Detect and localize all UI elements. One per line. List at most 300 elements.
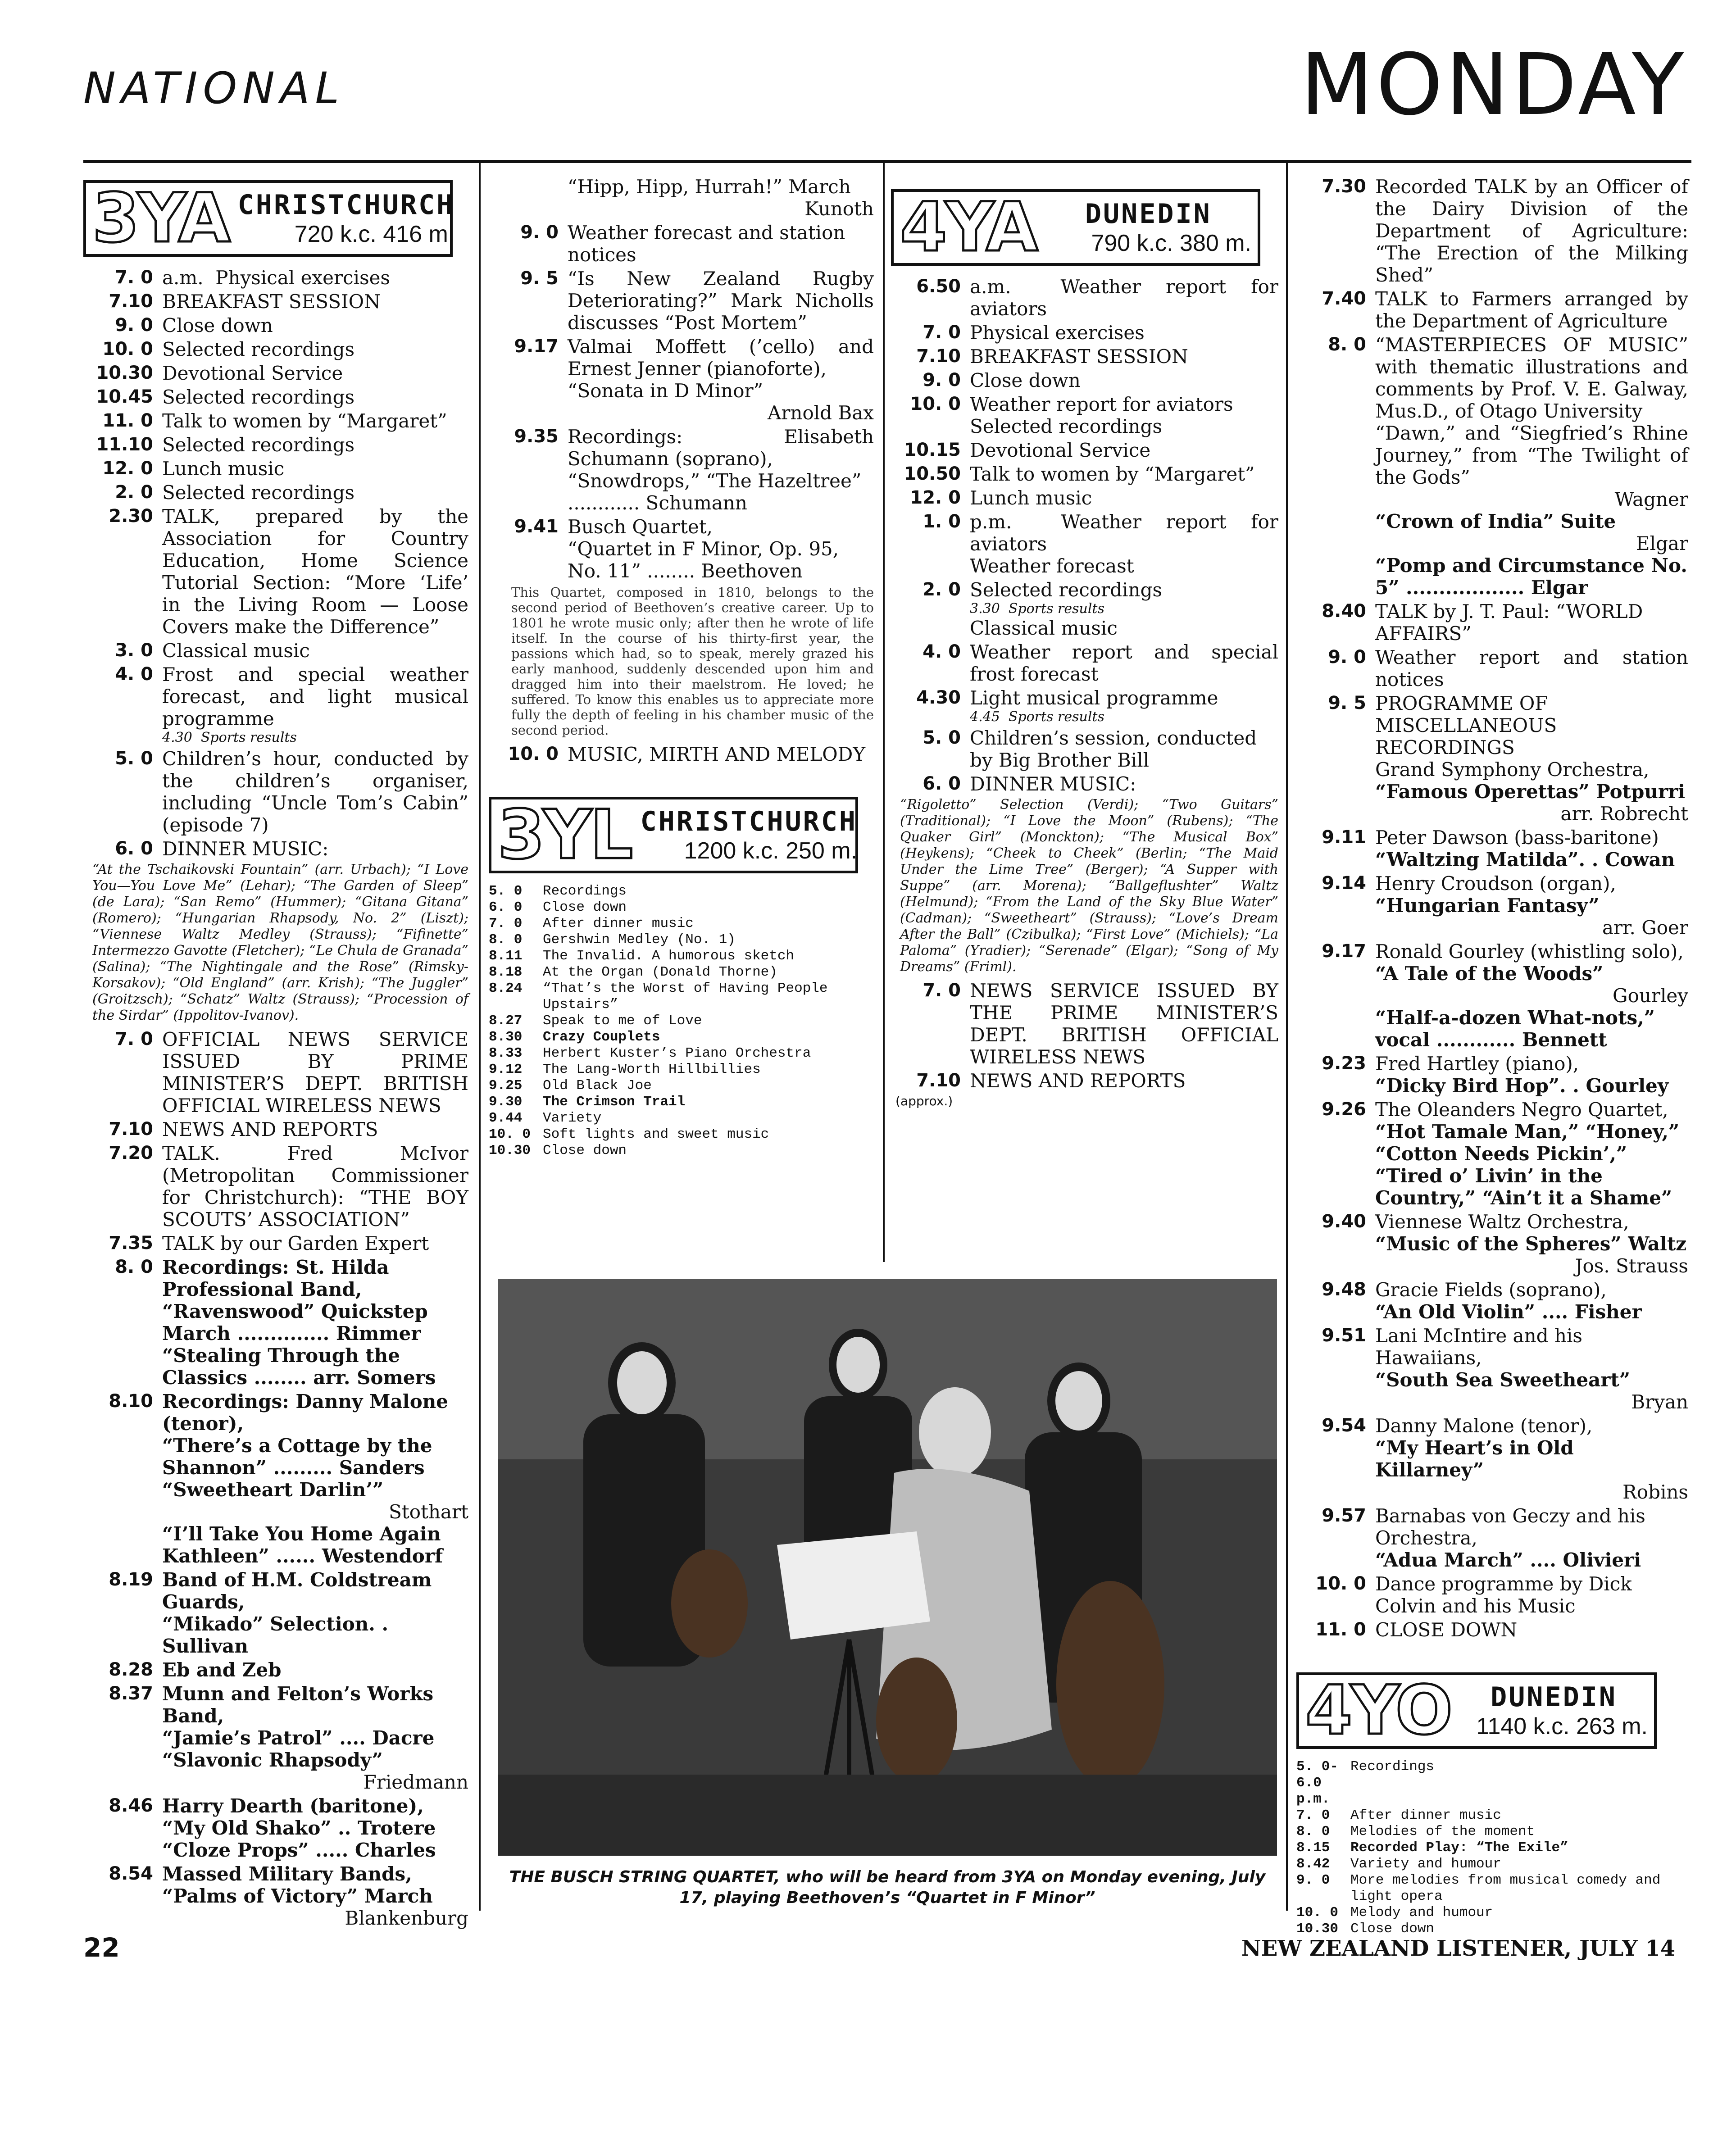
schedule-row — [489, 948, 874, 964]
entry-line: Talk to women by “Margaret” — [162, 410, 447, 432]
schedule-item: Crazy Couplets — [543, 1029, 660, 1045]
entry-line: Recordings: St. Hilda Professional Band, — [162, 1256, 396, 1300]
entry-text — [970, 727, 1278, 771]
column-4ya — [891, 180, 1285, 1108]
entry-line: “Jamie’s Patrol” .... Dacre — [162, 1727, 435, 1749]
schedule-time: 8.33 — [489, 1045, 523, 1061]
schedule-time: 8.18 — [489, 964, 523, 980]
programme-entry — [489, 176, 874, 220]
entry-text — [1375, 1279, 1688, 1323]
entry-line: “Snowdrops,” “The Hazeltree” ............ Schumann — [568, 470, 868, 514]
schedule-time: 9.12 — [489, 1062, 523, 1077]
entry-line: “Famous Operettas” Potpurri — [1375, 781, 1686, 803]
programme-entry — [83, 748, 475, 836]
entry-line: Eb and Zeb — [162, 1659, 282, 1681]
entry-line: Arnold Bax — [767, 402, 874, 424]
entry-time: 7.10 — [916, 1070, 961, 1091]
entry-time: 7.20 — [109, 1143, 153, 1163]
entry-time: 7. 0 — [923, 980, 961, 1001]
entry-line: “Crown of India” Suite — [1375, 510, 1616, 532]
schedule-item: Close down — [1350, 1921, 1435, 1937]
entry-time: 9.48 — [1322, 1279, 1366, 1300]
schedule-time: 10.30 — [489, 1143, 531, 1158]
programme-entry — [83, 1795, 468, 1861]
entry-time: 10. 0 — [910, 394, 961, 414]
entry-line: Devotional Service — [162, 362, 343, 384]
schedule-time: 10.30 — [1296, 1921, 1339, 1937]
entry-line: Children’s hour, conducted by the children’s organiser, including “Uncle Tom’s Cabin” (episode 7) — [162, 748, 475, 836]
entry-time: 9. 0 — [520, 222, 559, 243]
dinner-music-list: “At the Tschaikovski Fountain” (arr. Urbach); “I Love You—You Love Me” (Lehar); “The Garden of Sleep” (de Lara); “San Remo” (Hummer); “Gitana Gitana” (Romero); “Hungarian Rhapsody, No. 2” (Liszt); “Viennese Waltz Medley (Strauss); “Fifinette” Intermezzo Gavotte (Fletcher); “Le Chula de Granada” (Salina); “The Nightingale and the Rose” (Rimsky-Korsakov); “Old England” (arr. Krish); “The Juggler” (Groitzsch); “Schatz” Waltz (Strauss); “Procession of the Sirdar” (Ippolitov-Ivanov). — [92, 862, 468, 1023]
station-city: CHRISTCHURCH — [237, 189, 455, 221]
programme-entry — [891, 345, 1278, 368]
programme-entry — [1296, 1325, 1688, 1413]
entry-text — [162, 291, 468, 313]
entry-time: 8.46 — [109, 1795, 153, 1816]
entry-text — [162, 1118, 468, 1140]
entry-text — [1375, 1325, 1688, 1413]
entry-line: “Half-a-dozen What-nots,” vocal ............ Bennett — [1375, 1007, 1662, 1051]
entry-text — [970, 579, 1278, 639]
entry-line: “Sonata in D Minor” — [568, 380, 763, 402]
schedule-item: After dinner music — [543, 916, 694, 931]
entry-line: “Sweetheart Darlin’” — [162, 1479, 384, 1501]
station-info — [641, 806, 857, 864]
programme-entry — [83, 1390, 468, 1567]
programme-entry — [1296, 872, 1688, 939]
entry-text — [1375, 940, 1688, 1051]
entry-line: Lunch music — [162, 458, 285, 480]
entry-time: 1. 0 — [923, 511, 961, 532]
programme-entry — [1296, 1053, 1688, 1097]
programme-entry — [83, 291, 468, 313]
entry-text — [162, 505, 475, 638]
station-3yl-block — [489, 797, 874, 1159]
column-3ya-continued — [489, 176, 880, 1159]
entry-time: 12. 0 — [910, 487, 961, 508]
entry-time: 9.57 — [1322, 1505, 1366, 1526]
entry-line: “Palms of Victory” March — [162, 1885, 433, 1907]
entry-text — [568, 222, 874, 266]
entry-line: 3.30 Sports results — [970, 601, 1104, 617]
programme-entry — [1296, 1505, 1688, 1571]
programme-entry — [83, 267, 468, 289]
programme-entry — [1296, 1573, 1688, 1617]
entry-line: “Stealing Through the Classics ........ arr. Somers — [162, 1344, 436, 1389]
entry-line: Weather report and special frost forecast — [970, 641, 1285, 685]
entry-time: 9.23 — [1322, 1053, 1366, 1074]
entry-time: 8.19 — [109, 1569, 153, 1590]
entry-line: BREAKFAST SESSION — [970, 345, 1188, 368]
entry-line: OFFICIAL NEWS SERVICE ISSUED BY PRIME MINISTER’S DEPT. BRITISH OFFICIAL WIRELESS NEWS — [162, 1028, 475, 1117]
entry-line: NEWS SERVICE ISSUED BY THE PRIME MINISTER’S DEPT. BRITISH OFFICIAL WIRELESS NEWS — [970, 980, 1285, 1068]
entry-line: “Adua March” .... Olivieri — [1375, 1549, 1641, 1571]
programme-entry — [83, 505, 475, 638]
entry-line: “My Old Shako” .. Trotere — [162, 1817, 436, 1839]
schedule-time: 10. 0 — [489, 1126, 531, 1142]
entry-text — [1375, 334, 1695, 599]
entry-line: Danny Malone (tenor), — [1375, 1415, 1593, 1437]
entry-line: Classical music — [162, 640, 310, 662]
entry-text — [162, 640, 468, 662]
entry-time: 5. 0 — [115, 748, 153, 769]
schedule-item: Recorded Play: “The Exile” — [1350, 1840, 1568, 1856]
programme-entry — [891, 463, 1278, 485]
schedule-item: More melodies from musical comedy and light opera — [1350, 1872, 1661, 1904]
entry-line: “Mikado” Selection. . Sullivan — [162, 1613, 395, 1657]
entry-text — [970, 276, 1285, 320]
entry-text — [568, 516, 874, 582]
entry-line: “Hipp, Hipp, Hurrah!” March — [568, 176, 851, 198]
entry-time: 9.26 — [1322, 1099, 1366, 1120]
entry-text — [162, 338, 468, 360]
station-call-sign: 4YA — [900, 188, 1036, 267]
entry-text — [970, 773, 1278, 795]
entry-line: arr. Robrecht — [1560, 803, 1688, 825]
entry-time: 8.54 — [109, 1863, 153, 1884]
entry-time: 2. 0 — [115, 482, 153, 503]
schedule-time: 9.25 — [489, 1078, 523, 1094]
photo-caption: THE BUSCH STRING QUARTET, who will be heard from 3YA on Monday evening, July 17, playing Beethoven’s “Quartet in F Minor” — [509, 1868, 1266, 1907]
schedule-row — [1296, 1856, 1688, 1872]
entry-line: Elgar — [1636, 532, 1688, 554]
entry-text — [162, 1390, 468, 1567]
entry-text — [162, 386, 468, 408]
programme-entry — [1296, 1619, 1688, 1641]
entry-time: 4.30 — [916, 687, 961, 708]
entry-text — [970, 487, 1278, 509]
programme-entry — [83, 1118, 468, 1140]
entry-text — [568, 426, 880, 514]
entry-line: Gourley — [1613, 985, 1688, 1007]
entry-text — [162, 1659, 468, 1681]
schedule-time: 9. 0 — [1296, 1872, 1330, 1888]
schedule-time: 5. 0 — [489, 883, 523, 899]
dinner-music-list: “Rigoletto” Selection (Verdi); “Two Guitars” (Traditional); “I Love the Moon” (Rubens); “The Quaker Girl” (Monckton); “The Musical Box” (Heykens); “Cheek to Cheek” (Berlin; “The Maid Under the Lime Tree” (Berger); “A Supper with Suppe” (arr. Morena); “Ballgeflushter” Waltz (Helmund); “From the Land of the Sky Blue Water” (Cadman); “Sweetheart” (Strauss); “Love’s Dream After the Ball” (Czibulka); “First Love” (Michiels); “La Paloma” (Yradier); “Serenade” (Elgar); “Song of My Dreams” (Friml). — [900, 797, 1278, 975]
entry-line: Harry Dearth (baritone), — [162, 1795, 424, 1817]
entry-line: Children’s session, conducted by Big Brother Bill — [970, 727, 1263, 771]
schedule-item: Recordings — [543, 883, 627, 899]
entry-line: Peter Dawson (bass-baritone) — [1375, 827, 1659, 849]
entry-line: “I’ll Take You Home Again Kathleen” ...... Westendorf — [162, 1523, 448, 1567]
schedule-item: Variety — [543, 1110, 602, 1126]
entry-time: 8.37 — [109, 1683, 153, 1704]
entry-time: 7. 0 — [115, 267, 153, 288]
programme-entry — [891, 439, 1278, 461]
entry-text — [162, 434, 468, 456]
entry-time: 12. 0 — [102, 458, 153, 479]
entry-text — [568, 743, 874, 765]
entry-text — [162, 458, 468, 480]
programme-entry — [83, 434, 468, 456]
entry-text — [162, 481, 468, 504]
entry-line: Grand Symphony Orchestra, — [1375, 758, 1650, 781]
programme-entry — [1296, 334, 1695, 599]
entry-text — [162, 1683, 468, 1793]
schedule-row — [489, 981, 874, 1013]
programme-entry — [83, 1232, 468, 1254]
entry-text — [162, 1795, 468, 1861]
programme-note: This Quartet, composed in 1810, belongs to the second period of Beethoven’s creative career. Up to 1801 he wrote music only; after then he wrote of life itself. In the course of his thirty-first year, the passions which had, so to speak, merely grazed his early manhood, suddenly descended upon him and dragged him into their maelstrom. He loved; he suffered. To know this enables us to appreciate more fully the depth of feeling in his chamber music of the second period. — [511, 585, 874, 738]
entry-time: 7.35 — [109, 1233, 153, 1253]
entry-line: Recordings: Elisabeth Schumann (soprano), — [568, 426, 880, 470]
entry-line: Lani McIntire and his Hawaiians, — [1375, 1325, 1589, 1369]
programme-entry — [489, 426, 880, 514]
station-logo — [83, 180, 453, 257]
entry-line: 4.45 Sports results — [970, 709, 1104, 725]
programme-entry — [83, 481, 468, 504]
programme-entry — [83, 1028, 475, 1117]
entry-line: Band of H.M. Coldstream Guards, — [162, 1569, 438, 1613]
schedule-item: “That’s the Worst of Having People Upstairs” — [543, 981, 828, 1013]
programme-entry — [891, 369, 1278, 391]
entry-text — [162, 663, 475, 746]
entry-time: 8. 0 — [1328, 334, 1366, 355]
page-number: 22 — [83, 1932, 120, 1963]
entry-time: 10.45 — [96, 386, 153, 407]
entry-time: 9. 0 — [923, 370, 961, 391]
entry-text — [1375, 1211, 1688, 1277]
schedule-item: Recordings — [1350, 1759, 1435, 1775]
programme-entry — [489, 516, 874, 582]
entry-text — [162, 1232, 468, 1254]
schedule-row — [489, 1110, 874, 1126]
entry-line: NEWS AND REPORTS — [970, 1070, 1186, 1092]
schedule-item: Close down — [543, 899, 627, 915]
entry-line: Valmai Moffett (’cello) and Ernest Jenner (pianoforte), — [568, 336, 880, 380]
schedule-row — [489, 1013, 874, 1029]
entry-line: Ronald Gourley (whistling solo), — [1375, 940, 1684, 963]
entry-line: Gracie Fields (soprano), — [1375, 1279, 1607, 1301]
entry-line: “Waltzing Matilda”. . Cowan — [1375, 849, 1675, 871]
entry-line: “Music of the Spheres” Waltz — [1375, 1233, 1687, 1255]
schedule-row — [1296, 1872, 1688, 1905]
schedule-item: The Lang-Worth Hillbillies — [543, 1062, 761, 1077]
entry-time: 2. 0 — [923, 579, 961, 600]
programme-entry — [891, 487, 1278, 509]
entry-time: 7.10 — [109, 291, 153, 312]
station-logo — [891, 189, 1260, 266]
entry-line: “MASTERPIECES OF MUSIC” with thematic illustrations and comments by Prof. V. E. Galway, Mus.D., of Otago University — [1375, 334, 1695, 422]
column-rule-3 — [1286, 163, 1288, 1911]
column-rule-1 — [479, 163, 481, 1911]
station-4yo-block — [1296, 1672, 1688, 1937]
entry-time: 9.41 — [514, 516, 559, 537]
entry-line: Recordings: Danny Malone (tenor), — [162, 1390, 455, 1435]
schedule-item: Speak to me of Love — [543, 1013, 702, 1029]
station-call-sign: 4YO — [1305, 1671, 1451, 1750]
programme-entry — [891, 322, 1278, 344]
entry-line: TALK by our Garden Expert — [162, 1232, 429, 1254]
entry-text — [162, 838, 468, 860]
entry-text — [1375, 288, 1695, 332]
entry-line: Devotional Service — [970, 439, 1151, 461]
entry-text — [162, 1256, 468, 1389]
schedule-time: 8.15 — [1296, 1840, 1330, 1856]
entry-line: Talk to women by “Margaret” — [970, 463, 1255, 485]
station-frequency: 1140 k.c. 263 m. — [1476, 1713, 1648, 1739]
entry-line: Selected recordings — [162, 338, 355, 360]
schedule-row — [489, 899, 874, 916]
station-info — [238, 189, 454, 248]
entry-text — [162, 1028, 475, 1117]
schedule-time: 7. 0 — [1296, 1808, 1330, 1823]
entry-line: “My Heart’s in Old Killarney” — [1375, 1437, 1581, 1481]
entry-line: Selected recordings — [970, 579, 1163, 601]
entry-line: “Is New Zealand Rugby Deteriorating?” Mark Nicholls discusses “Post Mortem” — [568, 268, 880, 334]
entry-line: TALK by J. T. Paul: “WORLD AFFAIRS” — [1375, 600, 1649, 645]
entry-time: 8.10 — [109, 1391, 153, 1412]
day-heading: MONDAY — [1300, 36, 1686, 134]
programme-entry — [1296, 646, 1695, 690]
programme-entry — [83, 663, 475, 746]
entry-line: “Hot Tamale Man,” “Honey,” “Cotton Needs Pickin’,” “Tired o’ Livin’ in the Country,” “Ain’t it a Shame” — [1375, 1121, 1686, 1209]
entry-text — [162, 1569, 468, 1657]
entry-line: Selected recordings — [162, 481, 355, 504]
schedule-row — [1296, 1840, 1688, 1856]
entry-line: “South Sea Sweetheart” — [1375, 1369, 1630, 1391]
column-3ya — [83, 179, 475, 1931]
schedule-row — [489, 1143, 874, 1159]
schedule-time: 9.44 — [489, 1110, 523, 1126]
entry-text — [568, 336, 880, 424]
entry-line: Blankenburg — [345, 1907, 468, 1929]
schedule-item: The Crimson Trail — [543, 1094, 686, 1110]
entry-line: Barnabas von Geczy and his Orchestra, — [1375, 1505, 1652, 1549]
schedule-row — [489, 1126, 874, 1143]
schedule-time: 8.27 — [489, 1013, 523, 1029]
entry-line: Massed Military Bands, — [162, 1863, 412, 1885]
schedule-row — [489, 916, 874, 932]
entry-line: “Cloze Props” ..... Charles — [162, 1839, 436, 1861]
entry-text — [1375, 600, 1688, 645]
schedule-time: 8.30 — [489, 1029, 523, 1045]
programme-entry — [1296, 827, 1688, 871]
entry-line: “Quartet in F Minor, Op. 95, No. 11” ........ Beethoven — [568, 538, 845, 582]
entry-time: 7.40 — [1322, 288, 1366, 309]
entry-text — [970, 345, 1278, 368]
schedule-row — [1296, 1905, 1688, 1921]
programme-entry — [891, 773, 1278, 795]
entry-line: Physical exercises — [970, 322, 1145, 344]
entry-text — [568, 268, 880, 334]
station-city: DUNEDIN — [1491, 1681, 1618, 1713]
entry-line: Close down — [162, 314, 273, 336]
entry-time: 9. 0 — [1328, 647, 1366, 668]
entry-line: “Pomp and Circumstance No. 5” .................. Elgar — [1375, 554, 1694, 599]
entry-line: Weather forecast — [970, 555, 1134, 577]
entry-line: Classical music — [970, 617, 1118, 639]
schedule-time: 8.42 — [1296, 1856, 1330, 1872]
approx-note: (approx.) — [895, 1094, 953, 1108]
entry-time: 8.40 — [1322, 601, 1366, 622]
programme-entry — [83, 1683, 468, 1793]
schedule-time: 7. 0 — [489, 916, 523, 931]
entry-line: Weather report for aviators — [970, 393, 1233, 415]
logo-spacer — [891, 180, 1278, 189]
programme-entry — [83, 1659, 468, 1681]
station-info — [1460, 1681, 1648, 1740]
column-rule-2 — [883, 163, 885, 1262]
schedule-row — [489, 1045, 874, 1062]
schedule-row — [489, 1062, 874, 1078]
entry-time: 9. 5 — [1328, 693, 1366, 713]
entry-time: 9.51 — [1322, 1325, 1366, 1346]
station-call-sign: 3YL — [498, 796, 632, 874]
entry-line: “Dawn,” and “Siegfried’s Rhine Journey,” from “The Twilight of the Gods” — [1375, 422, 1695, 488]
programme-entry — [1296, 692, 1688, 825]
column-4ya-continued — [1296, 176, 1695, 1937]
entry-line: Fred Hartley (piano), — [1375, 1053, 1579, 1075]
entry-time: 10.15 — [904, 440, 961, 460]
entry-text — [1375, 1505, 1688, 1571]
entry-time: 8. 0 — [115, 1257, 153, 1277]
entry-line: PROGRAMME OF MISCELLANEOUS RECORDINGS — [1375, 692, 1563, 758]
entry-line: Selected recordings — [162, 386, 355, 408]
entry-line: a.m. Physical exercises — [162, 267, 391, 289]
entry-text — [970, 369, 1278, 391]
entry-line: Selected recordings — [970, 415, 1163, 437]
entry-time: 9.17 — [514, 336, 559, 357]
programme-entry — [83, 362, 468, 384]
programme-entry — [83, 838, 468, 860]
programme-entry — [489, 222, 874, 266]
schedule-time: 6. 0 — [489, 899, 523, 915]
schedule-item: Old Black Joe — [543, 1078, 652, 1094]
entry-text — [970, 511, 1285, 577]
entry-line: TALK to Farmers arranged by the Department of Agriculture — [1375, 288, 1695, 332]
programme-entry — [891, 511, 1285, 577]
schedule-row — [489, 883, 874, 899]
programme-entry — [1296, 1099, 1688, 1209]
programme-entry — [83, 1569, 468, 1657]
entry-text — [162, 314, 468, 336]
programme-entry — [83, 640, 468, 662]
entry-text — [1375, 646, 1695, 690]
entry-time: 11.10 — [96, 434, 153, 455]
station-city: CHRISTCHURCH — [640, 806, 858, 837]
entry-time: 3. 0 — [115, 640, 153, 661]
schedule-item: Close down — [543, 1143, 627, 1158]
entry-line: Weather forecast and station notices — [568, 222, 851, 266]
entry-time: 9.17 — [1322, 941, 1366, 962]
entry-time: 9.54 — [1322, 1415, 1366, 1436]
entry-line: CLOSE DOWN — [1375, 1619, 1518, 1641]
entry-text — [162, 1863, 468, 1929]
programme-entry — [1296, 940, 1688, 1051]
entry-time: 9. 5 — [520, 268, 559, 289]
entry-line: Jos. Strauss — [1575, 1255, 1688, 1277]
entry-line: a.m. Weather report for aviators — [970, 276, 1285, 320]
schedule-item: The Invalid. A humorous sketch — [543, 948, 795, 964]
programme-entry — [83, 314, 468, 336]
entry-line: The Oleanders Negro Quartet, — [1375, 1099, 1668, 1121]
photo-image — [498, 1279, 1277, 1856]
schedule-item: Variety and humour — [1350, 1856, 1501, 1872]
region-label: NATIONAL — [83, 63, 345, 114]
schedule-time: 10. 0 — [1296, 1905, 1339, 1921]
programme-entry — [83, 458, 468, 480]
entry-line: BREAKFAST SESSION — [162, 291, 381, 313]
programme-entry — [489, 743, 874, 765]
schedule-item: Gershwin Medley (No. 1) — [543, 932, 736, 948]
schedule-row — [1296, 1759, 1688, 1808]
entry-line: Close down — [970, 369, 1081, 391]
programme-entry — [891, 1070, 1278, 1092]
entry-time: 6. 0 — [923, 773, 961, 794]
entry-text — [970, 980, 1285, 1068]
entry-line: Viennese Waltz Orchestra, — [1375, 1211, 1629, 1233]
